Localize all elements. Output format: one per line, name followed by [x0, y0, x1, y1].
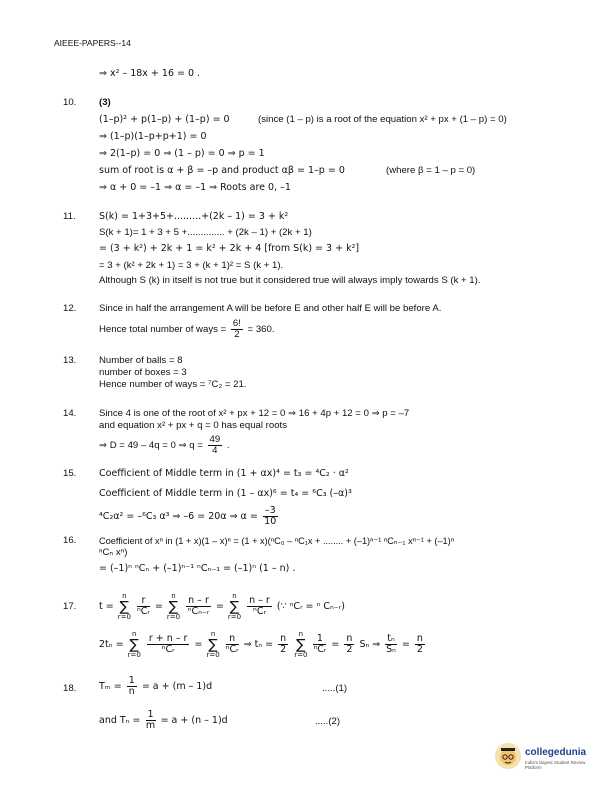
numerator: n	[280, 633, 287, 644]
sum-lower: r=0	[294, 650, 308, 659]
denominator: ⁿCᵣ	[253, 606, 266, 617]
denominator: n	[128, 686, 135, 697]
numerator: r + n – r	[148, 633, 188, 644]
sum-upper: n	[122, 591, 127, 600]
equation-text: = a + (m – 1)d	[141, 681, 213, 692]
numerator: tₙ	[387, 633, 395, 644]
fraction	[247, 596, 272, 617]
text-line: number of boxes = 3	[99, 367, 187, 378]
denominator: 2	[234, 328, 240, 340]
numerator: 1	[128, 675, 135, 686]
question-number: 18.	[63, 683, 77, 694]
equation-line	[99, 318, 275, 342]
denominator: ⁿCᵣ	[136, 606, 150, 617]
answer-label: (3)	[99, 97, 111, 108]
equation-line: (1–p)² + p(1–p) + (1–p) = 0	[99, 114, 230, 125]
numerator: 49	[209, 433, 221, 445]
fraction	[385, 634, 397, 655]
text-line: Although S (k) in itself is not true but it considered true will always imply towards S (k + 1).	[99, 275, 481, 286]
sum-lower: r=0	[127, 650, 141, 659]
denominator: ⁿCᵣ	[225, 644, 239, 655]
brand-logo	[495, 743, 600, 773]
fraction	[226, 634, 239, 655]
question-number: 11.	[63, 211, 76, 222]
equation-line: t = n ∑ r=0 r ⁿCᵣ = n ∑ r=0 n – r ⁿCₙ₋ᵣ = n ∑ r=0 n – r ⁿCᵣ (∵ ⁿCᵣ = ⁿ Cₙ₋ᵣ)	[99, 591, 345, 621]
sum-lower: r=0	[166, 612, 181, 621]
equation-line	[99, 674, 212, 700]
denominator: 2	[346, 644, 353, 655]
fraction	[147, 634, 190, 655]
fraction	[127, 676, 137, 697]
implies-arrow: ⇒	[243, 639, 252, 650]
text-line: and equation x² + px + q = 0 has equal roots	[99, 420, 288, 431]
question-number: 13.	[63, 355, 77, 366]
equation-text: Sₙ	[359, 639, 370, 650]
fraction	[263, 506, 278, 527]
equation-line: = 3 + (k² + 2k + 1) = 3 + (k + 1)² = S (k + 1).	[99, 260, 284, 271]
summation: n ∑ r=0	[206, 629, 220, 659]
numerator: n	[346, 633, 353, 644]
sum-upper: n	[171, 591, 176, 600]
numerator: r	[137, 596, 150, 607]
equation-note: (where β = 1 – p = 0)	[386, 165, 476, 176]
equation-text: Tₘ =	[99, 681, 122, 692]
sum-upper: n	[210, 629, 216, 638]
fraction	[313, 634, 326, 655]
equation-text: t =	[99, 601, 114, 612]
equation-line: = (3 + k²) + 2k + 1 = k² + 2k + 4 [from S(k) = 3 + k²]	[99, 243, 360, 254]
text-line: Number of balls = 8	[99, 355, 183, 366]
equation-line: ⇒ 2(1–p) = 0 ⇒ (1 – p) = 0 ⇒ p = 1	[99, 148, 265, 159]
summation: n ∑ r=0	[127, 629, 141, 659]
denominator: 2	[280, 644, 287, 655]
equation-line: Coefficient of Middle term in (1 + αx)⁴ = t₃ = ⁴C₂ · α²	[99, 468, 349, 479]
brand-name: collegedunia	[525, 747, 587, 758]
sum-lower: r=0	[117, 612, 131, 621]
equation-line	[99, 708, 228, 734]
question-number: 14.	[63, 408, 77, 419]
numerator: 1	[147, 709, 154, 720]
fraction	[146, 710, 156, 731]
question-number: 15.	[63, 468, 77, 479]
summation: n ∑ r=0	[227, 591, 242, 621]
numerator: –3	[264, 505, 276, 516]
equation-text: Hence total number of ways =	[99, 324, 227, 335]
equation-tag: .....(1)	[322, 683, 348, 694]
sum-lower: r=0	[206, 650, 220, 659]
equation-text: and Tₙ =	[99, 715, 141, 726]
equation-text: = 360.	[247, 324, 275, 335]
equation-note: (∵ ⁿCᵣ = ⁿ Cₙ₋ᵣ)	[276, 601, 345, 612]
question-number: 10.	[63, 97, 77, 108]
question-number: 16.	[63, 535, 77, 546]
denominator: 2	[416, 644, 423, 655]
denominator: ⁿCₙ₋ᵣ	[187, 606, 210, 617]
equation-text: tₙ =	[254, 639, 274, 650]
implies-arrow: ⇒	[372, 639, 381, 650]
equation-line: Coefficient of Middle term in (1 – αx)⁶ = t₄ = ⁶C₃ (–α)³	[99, 488, 352, 499]
equation-line: Coefficient of xⁿ in (1 + x)(1 – x)ⁿ = (1 + x)(ⁿC₀ – ⁿC₁x + ........ + (–1)ⁿ⁻¹ ⁿCₙ₋₁ xⁿ⁻¹ + (–1)ⁿ	[99, 536, 455, 546]
equation-line: ⁿCₙ xⁿ)	[99, 547, 128, 558]
equation-text: ⁴C₂α² = –⁶C₃ α³ ⇒ –6 = 20α ⇒ α =	[99, 511, 258, 522]
denominator: m	[145, 720, 156, 731]
question-number: 12.	[63, 303, 77, 314]
question-number: 17.	[63, 601, 77, 612]
text-line: Hence number of ways = ⁷C₂ = 21.	[99, 379, 247, 390]
equation-text: ⇒ D = 49 – 4q = 0 ⇒ q =	[99, 440, 203, 451]
graduate-mascot-icon	[495, 743, 521, 769]
denominator: ⁿCᵣ	[161, 644, 175, 655]
equation-line: ⇒ α + 0 = –1 ⇒ α = –1 ⇒ Roots are 0, –1	[99, 182, 291, 193]
numerator: 1	[313, 634, 326, 645]
equation-tag: .....(2)	[315, 716, 341, 727]
equation-line	[99, 505, 280, 529]
equation-text: 2tₙ =	[99, 639, 124, 650]
denominator: ⁿCᵣ	[313, 644, 327, 655]
numerator: 6!	[232, 317, 241, 329]
equation-line: S(k + 1)= 1 + 3 + 5 +.............. + (2k – 1) + (2k + 1)	[99, 227, 312, 238]
page-header: AIEEE-PAPERS--14	[54, 38, 131, 48]
fraction	[344, 634, 354, 655]
equation-line: S(k) = 1+3+5+.........+(2k – 1) = 3 + k²	[99, 211, 289, 222]
denominator: 4	[212, 444, 218, 456]
numerator: n – r	[188, 595, 209, 606]
equation-line: ⇒ x² – 18x + 16 = 0 .	[99, 68, 201, 79]
text-line: Since 4 is one of the root of x² + px + 12 = 0 ⇒ 16 + 4p + 12 = 0 ⇒ p = –7	[99, 408, 410, 419]
numerator: n	[416, 633, 423, 644]
equation-line: ⇒ D = 49 – 4q = 0 ⇒ q = $\frac{49}{4}$ .	[99, 433, 230, 456]
equation-text: = a + (n – 1)d	[160, 715, 228, 726]
summation: n ∑ r=0	[117, 591, 131, 621]
equation-line: ⇒ (1–p)(1–p+p+1) = 0	[99, 131, 207, 142]
sum-lower: r=0	[227, 612, 242, 621]
text-line: Since in half the arrangement A will be before E and other half E will be before A.	[99, 303, 442, 314]
numerator: n – r	[249, 595, 270, 606]
fraction	[137, 596, 150, 617]
equation-line: sum of root is α + β = –p and product αβ = 1–p = 0	[99, 165, 345, 176]
numerator: n	[226, 634, 239, 645]
fraction	[186, 596, 211, 617]
equation-line: = (–1)ⁿ ⁿCₙ + (–1)ⁿ⁻¹ ⁿCₙ₋₁ = (–1)ⁿ (1 – n) .	[99, 563, 296, 574]
sum-upper: n	[131, 629, 137, 638]
brand-tagline: India's largest Student Review Platform	[525, 760, 586, 770]
summation: n ∑ r=0	[294, 629, 308, 659]
fraction	[415, 634, 425, 655]
equation-note: (since (1 – p) is a root of the equation x² + px + (1 – p) = 0)	[258, 114, 507, 125]
equation-line: 2tₙ = n ∑ r=0 r + n – r ⁿCᵣ = n ∑ r=0 n ⁿCᵣ ⇒ tₙ = $\frac{n}{2}$ n ∑ r=0 1 ⁿCᵣ = $\frac{n}{2}$ Sₙ ⇒ $\frac{\text{tₙ}}{\text{Sₙ}}$ = $\frac{n}{2}$	[99, 629, 423, 659]
fraction	[231, 319, 243, 340]
denominator: 10	[264, 516, 277, 527]
sum-upper: n	[232, 591, 237, 600]
sum-upper: n	[298, 629, 304, 638]
summation: n ∑ r=0	[166, 591, 181, 621]
fraction	[208, 435, 223, 456]
denominator: Sₙ	[386, 644, 396, 655]
fraction	[278, 634, 288, 655]
